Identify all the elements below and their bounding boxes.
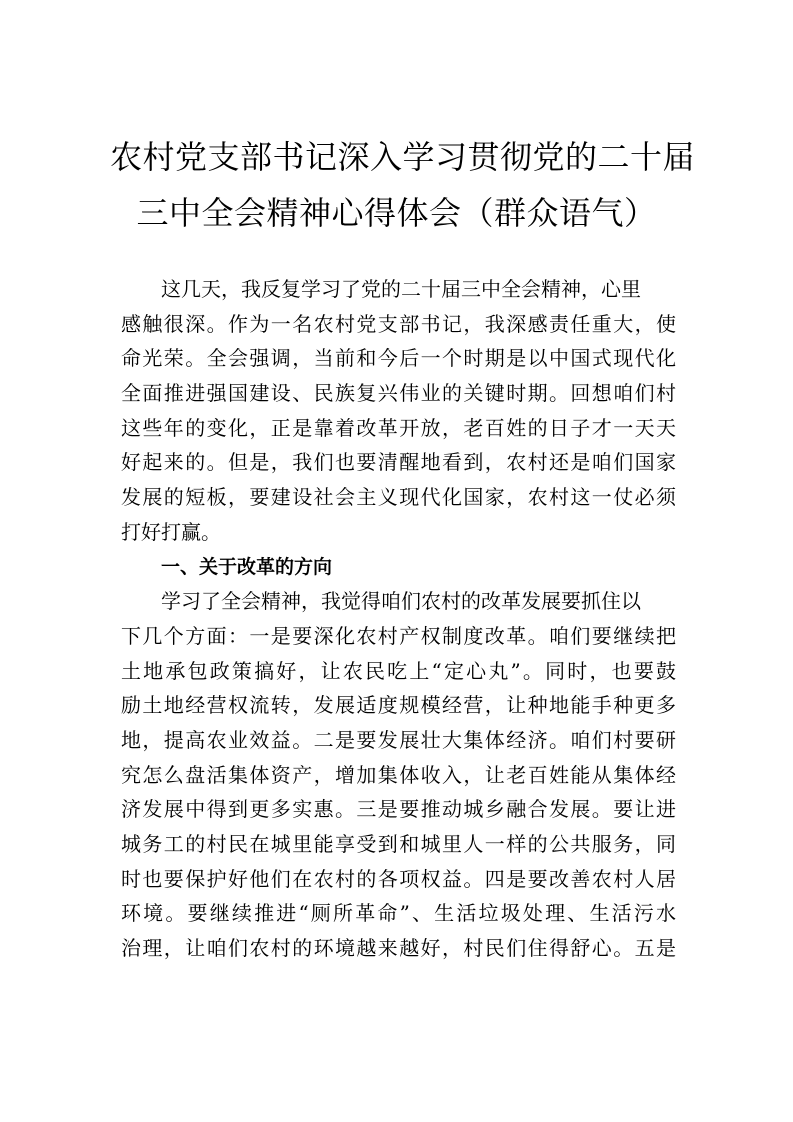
document-body [121,272,676,966]
paragraph-2-line-10: 环境。要继续推进“厕所革命”、生活垃圾处理、生活污水 [121,901,676,926]
paragraph-2-line-2: 下几个方面：一是要深化农村产权制度改革。咱们要继续把 [121,623,676,648]
paragraph-1-line-6: 好起来的。但是，我们也要清醒地看到，农村还是咱们国家 [121,450,676,475]
paragraph-2-line-9: 时也要保护好他们在农村的各项权益。四是要改善农村人居 [121,866,676,891]
paragraph-1-line-2: 感触很深。作为一名农村党支部书记，我深感责任重大，使 [121,311,676,336]
document-title-line-2: 三中全会精神心得体会（群众语气） [136,194,657,232]
paragraph-1-line-4: 全面推进强国建设、民族复兴伟业的关键时期。回想咱们村 [121,381,676,406]
paragraph-1-line-7: 发展的短板，要建设社会主义现代化国家，农村这一仗必须 [121,485,676,510]
paragraph-2-line-11: 治理，让咱们农村的环境越来越好，村民们住得舒心。五是 [121,936,676,961]
paragraph-1-line-3: 命光荣。全会强调，当前和今后一个时期是以中国式现代化 [121,346,676,371]
paragraph-1-line-8: 打好打赢。 [121,519,221,544]
paragraph-1-line-1: 这几天，我反复学习了党的二十届三中全会精神，心里 [161,277,641,301]
paragraph-2-line-8: 城务工的村民在城里能享受到和城里人一样的公共服务，同 [121,832,676,856]
paragraph-1-line-5: 这些年的变化，正是靠着改革开放，老百姓的日子才一天天 [121,415,676,440]
section-1-heading: 一、关于改革的方向 [161,555,333,578]
document-title-line-1: 农村党支部书记深入学习贯彻党的二十届 [110,138,696,176]
paragraph-2-line-7: 济发展中得到更多实惠。三是要推动城乡融合发展。要让进 [121,797,676,822]
paragraph-2-line-4: 励土地经营权流转，发展适度规模经营，让种地能手种更多 [121,693,676,718]
paragraph-2-line-5: 地，提高农业效益。二是要发展壮大集体经济。咱们村要研 [121,727,676,752]
paragraph-2-line-6: 究怎么盘活集体资产，增加集体收入，让老百姓能从集体经 [121,762,676,787]
paragraph-2-line-3: 土地承包政策搞好，让农民吃上“定心丸”。同时，也要鼓 [121,658,676,683]
paragraph-2-line-1: 学习了全会精神，我觉得咱们农村的改革发展要抓住以 [161,589,641,614]
